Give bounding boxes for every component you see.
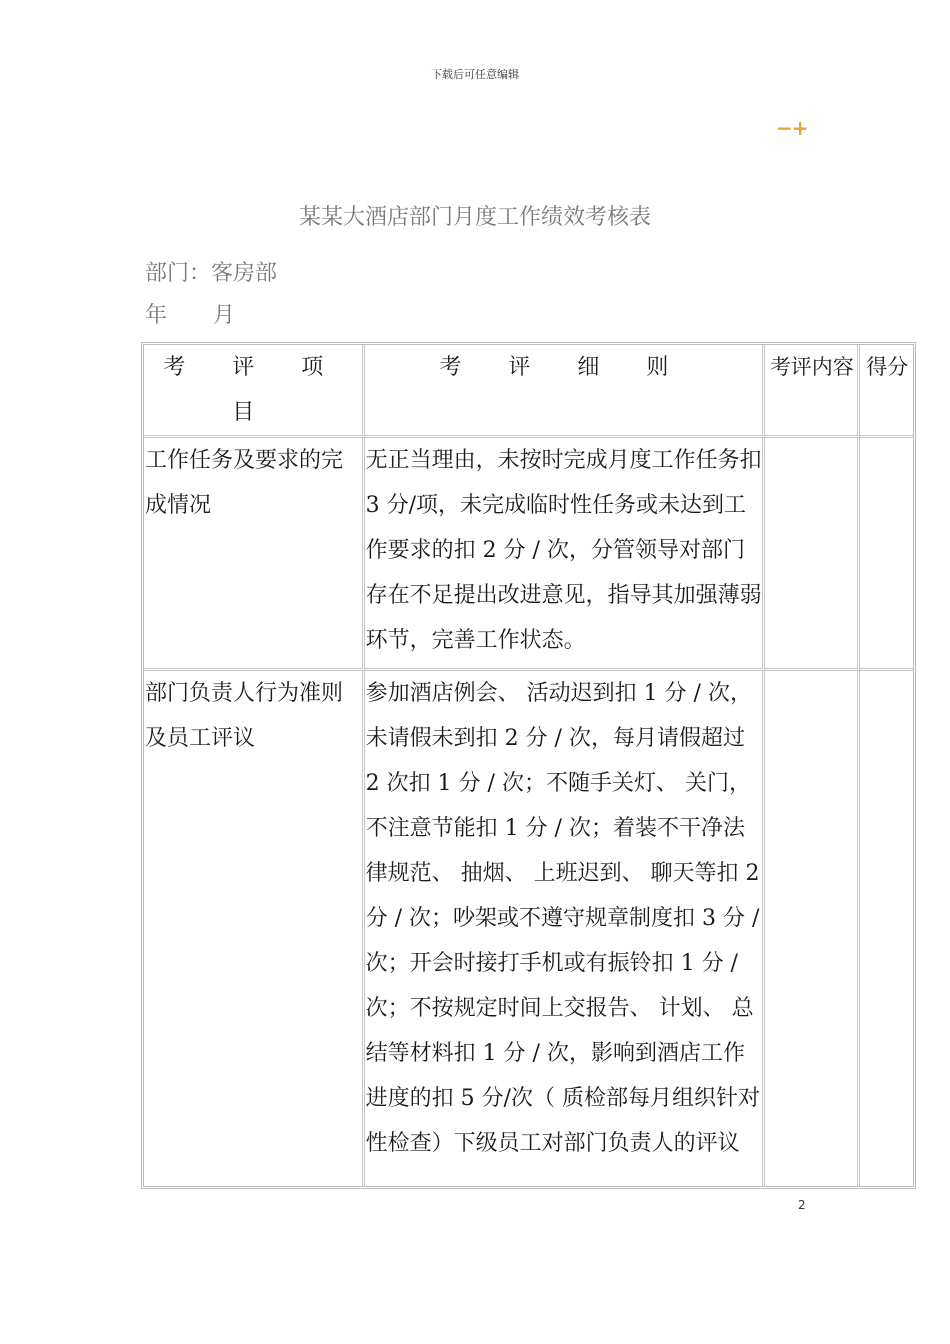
table-row — [144, 671, 913, 1186]
table-row — [144, 438, 913, 671]
row-item: 部门负责人行为准则及员工评议 — [144, 671, 365, 1186]
table-header-row — [144, 345, 913, 438]
row-content-cell[interactable] — [765, 438, 860, 671]
header-score: 得分 — [860, 345, 913, 438]
date-month-label: 月 — [213, 303, 236, 328]
document-title: 某某大酒店部门月度工作绩效考核表 — [298, 205, 651, 230]
department-line: 部门：客房部 — [145, 261, 278, 286]
date-line — [145, 298, 235, 329]
row-score-cell[interactable] — [860, 671, 913, 1186]
header-content: 考评内容 — [765, 345, 860, 438]
row-content-cell[interactable] — [765, 671, 860, 1186]
row-rules: 无正当理由，未按时完成月度工作任务扣 3 分/项，未完成临时性任务或未达到工作要求的扣 2 分 / 次，分管领导对部门存在不足提出改进意见，指导其加强薄弱环节，完善工作状态。 — [365, 438, 766, 671]
date-year-label: 年 — [145, 303, 168, 328]
row-rules: 参加酒店例会、 活动迟到扣 1 分 / 次，未请假未到扣 2 分 / 次，每月请假超过 2 次扣 1 分 / 次；不随手关灯、 关门，不注意节能扣 1 分 / 次；着装不干净法律规范、 抽烟、 上班迟到、 聊天等扣 2 分 / 次；吵架或不遵守规章制度扣 3 分 / 次；开会时接打手机或有振铃扣 1 分 / 次；不按规定时间上交报告、 计划、 总结等材料扣 1 分 / 次，影响到酒店工作进度的扣 5 分/次（ 质检部每月组织针对性检查）下级员工对部门负责人的评议 — [365, 671, 766, 1186]
page-number: 2 — [798, 1198, 806, 1212]
header-note: 下载后可任意编辑 — [431, 68, 519, 81]
row-item: 工作任务及要求的完成情况 — [144, 438, 365, 671]
header-item: 考 评 项 目 — [144, 345, 365, 438]
header-rules: 考 评 细 则 — [365, 345, 766, 438]
row-score-cell[interactable] — [860, 438, 913, 671]
corner-mark-icon: −+ — [776, 116, 808, 140]
evaluation-table — [141, 342, 916, 1189]
